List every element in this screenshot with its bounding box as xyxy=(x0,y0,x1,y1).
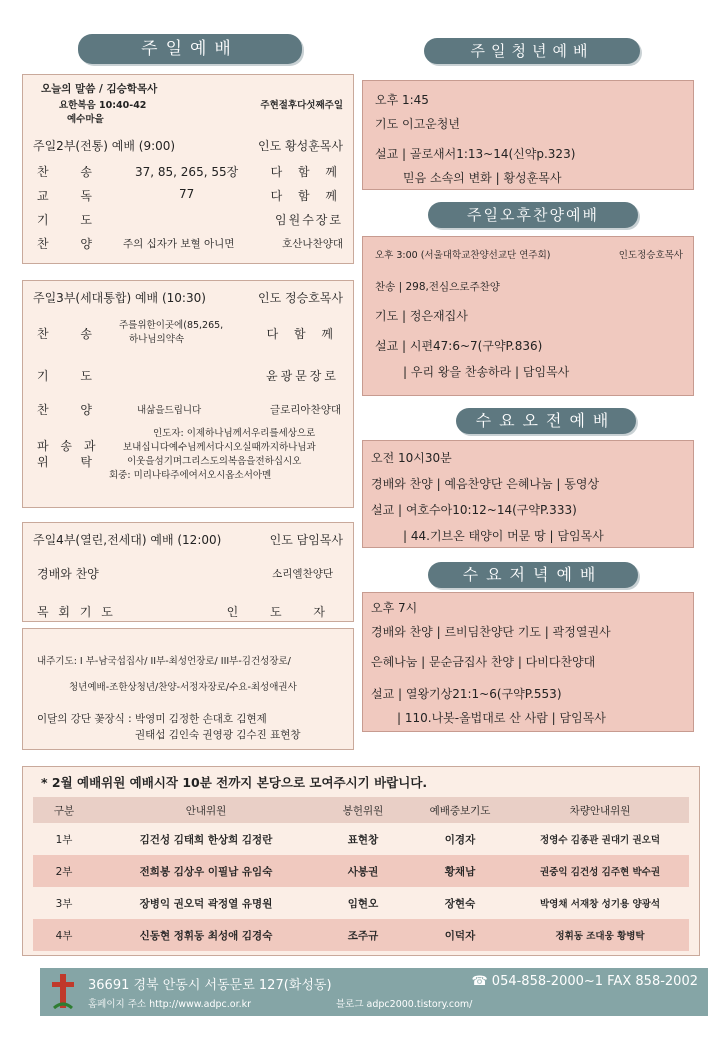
service3-hymn-content: 주를위한이곳에(85,265, xyxy=(119,320,224,331)
table-cell: 김건성 김태희 한상희 김정란 xyxy=(95,823,317,855)
service3-prayer-who: 윤광문장로 xyxy=(266,369,339,383)
column-header: 안내위원 xyxy=(95,797,317,823)
table-cell: 이경자 xyxy=(409,823,511,855)
service4-pray-label: 목 회 기 도 xyxy=(37,605,116,619)
footer-bar xyxy=(40,968,708,1016)
table-cell: 3부 xyxy=(33,887,95,919)
prayer-schedule: 청년예배-조한상청년/찬양-서정자장로/수요-최성애권사 xyxy=(69,682,297,693)
service3-prayer-label: 기 도 xyxy=(37,369,106,383)
service3-send-label: 파 송 과 xyxy=(37,439,100,453)
service4-worship-label: 경배와 찬양 xyxy=(37,567,99,581)
flower-decoration: 권태섭 김인숙 권영광 김수진 표현창 xyxy=(135,729,301,741)
service3-send-text: 이웃을섬기며그리스도의복음을전하십시오 xyxy=(127,456,302,467)
prayer-schedule: 내주기도: I 부-남국섭집사/ II부-최성언장로/ III부-김건성장로/ xyxy=(37,656,291,667)
column-header: 봉헌위원 xyxy=(317,797,409,823)
service3-send-text: 보내십니다예수님께서다시오실때까지하나님과 xyxy=(123,442,316,453)
service3-lead: 인도 정승호목사 xyxy=(258,291,343,305)
afternoon-lead: 인도정승호목사 xyxy=(618,250,683,261)
wed-morning-time: 오전 10시30분 xyxy=(371,451,452,465)
wed-evening-row: 경배와 찬양 | 르비딤찬양단 기도 | 곽정열권사 xyxy=(371,625,611,639)
committee-table xyxy=(33,797,689,951)
service2-row-content: 77 xyxy=(179,187,195,201)
table-cell: 정휘동 조대웅 황병탁 xyxy=(511,919,689,951)
afternoon-prayer: 기도 | 정은재집사 xyxy=(375,309,468,323)
church-phone: ☎ 054-858-2000~1 FAX 858-2002 xyxy=(471,974,698,989)
blog-link[interactable]: 블로그 adpc2000.tistory.com/ xyxy=(336,999,473,1010)
header-main-worship: 주일예배 xyxy=(78,34,302,64)
table-cell: 4부 xyxy=(33,919,95,951)
table-cell: 2부 xyxy=(33,855,95,887)
service2-row-who: 호산나찬양대 xyxy=(282,238,343,250)
church-address: 36691 경북 안동시 서동문로 127(화성동) xyxy=(88,978,332,993)
wed-evening-row: 은혜나눔 | 문순금집사 찬양 | 다비다찬양대 xyxy=(371,655,596,669)
table-cell: 권중익 김건성 김주현 박수권 xyxy=(511,855,689,887)
service3-hymn-who: 다 함 께 xyxy=(266,327,339,341)
table-cell: 장현숙 xyxy=(409,887,511,919)
service4-pray-who: 인 도 자 xyxy=(226,605,339,619)
table-row xyxy=(33,823,689,855)
sermon-title-line: 오늘의 말씀 / 김승학목사 xyxy=(41,83,158,95)
committee-box xyxy=(22,766,700,956)
sermon-subject: 예수마을 xyxy=(67,114,104,125)
sermon-service2-box xyxy=(22,74,354,264)
service2-row-label: 교 독 xyxy=(37,189,106,203)
header-wed-evening: 수요저녁예배 xyxy=(428,562,638,588)
youth-prayer: 기도 이고운청년 xyxy=(375,117,460,131)
service2-row-who: 다 함 께 xyxy=(270,189,343,203)
header-youth-worship: 주일청년예배 xyxy=(424,38,640,64)
table-cell: 사봉권 xyxy=(317,855,409,887)
sunday-name: 주현절후다섯째주일 xyxy=(260,100,343,111)
service3-choir-who: 글로리아찬양대 xyxy=(269,404,341,416)
table-cell: 표현창 xyxy=(317,823,409,855)
wed-evening-sermon: 설교 | 열왕기상21:1~6(구약P.553) xyxy=(371,687,562,701)
service2-row-label: 찬 양 xyxy=(37,237,106,251)
service3-head: 주일3부(세대통합) 예배 (10:30) xyxy=(33,291,206,305)
afternoon-sermon-title: | 우리 왕을 찬송하라 | 담임목사 xyxy=(403,365,570,379)
service4-lead: 인도 담임목사 xyxy=(269,533,343,547)
youth-sermon: 설교 | 골로새서1:13~14(신약p.323) xyxy=(375,147,576,161)
table-row xyxy=(33,919,689,951)
wed-morning-box xyxy=(362,440,694,548)
service3-send-label: 위 탁 xyxy=(37,455,106,469)
table-cell: 장병익 권오덕 곽정열 유명원 xyxy=(95,887,317,919)
table-cell: 박영채 서재창 성기용 양광석 xyxy=(511,887,689,919)
afternoon-hymn: 찬송 | 298,전심으로주찬양 xyxy=(375,281,500,293)
service4-box xyxy=(22,522,354,622)
table-cell: 신동현 정휘동 최성애 김경숙 xyxy=(95,919,317,951)
wed-evening-time: 오후 7시 xyxy=(371,601,418,615)
column-header: 차량안내위원 xyxy=(511,797,689,823)
wed-morning-sermon: 설교 | 여호수아10:12~14(구약P.333) xyxy=(371,503,577,517)
service3-choir-label: 찬 양 xyxy=(37,403,106,417)
homepage-link[interactable]: 홈페이지 주소 http://www.adpc.or.kr xyxy=(88,999,252,1010)
wed-evening-box xyxy=(362,592,694,732)
sermon-scripture: 요한복음 10:40-42 xyxy=(59,100,147,111)
service4-worship-who: 소리엘찬양단 xyxy=(272,568,333,580)
header-afternoon-worship: 주일오후찬양예배 xyxy=(428,202,638,228)
notices-box xyxy=(22,628,354,750)
afternoon-box xyxy=(362,236,694,396)
youth-box xyxy=(362,80,694,190)
table-cell: 이덕자 xyxy=(409,919,511,951)
table-cell: 임현오 xyxy=(317,887,409,919)
service3-send-text: 인도자: 이제하나님께서우리를세상으로 xyxy=(153,428,316,439)
youth-sermon-title: 믿음 소속의 변화 | 황성훈목사 xyxy=(403,171,562,185)
table-cell: 정영수 김종관 권대기 권오덕 xyxy=(511,823,689,855)
table-header-row xyxy=(33,797,689,823)
table-cell: 1부 xyxy=(33,823,95,855)
service3-send-text: 회중: 미리나타주에여서오시옵소서아멘 xyxy=(109,470,272,481)
committee-title: * 2월 예배위원 예배시작 10분 전까지 본당으로 모여주시기 바랍니다. xyxy=(41,775,428,790)
column-header: 예배중보기도 xyxy=(409,797,511,823)
service2-row-label: 찬 송 xyxy=(37,165,106,179)
service4-head: 주일4부(열린,전세대) 예배 (12:00) xyxy=(33,533,222,547)
table-row xyxy=(33,855,689,887)
flower-decoration: 이달의 강단 꽃장식 : 박영미 김정한 손대호 김현제 xyxy=(37,713,267,725)
service3-choir-content: 내삶을드립니다 xyxy=(137,405,202,416)
service2-lead: 인도 황성훈목사 xyxy=(258,139,343,153)
table-cell: 조주규 xyxy=(317,919,409,951)
table-cell: 황채남 xyxy=(409,855,511,887)
wed-morning-row: 경배와 찬양 | 예음찬양단 은혜나눔 | 동영상 xyxy=(371,477,600,491)
afternoon-time: 오후 3:00 (서울대학교찬양선교단 연주회) xyxy=(375,250,551,261)
header-wed-morning: 수요오전예배 xyxy=(456,408,636,434)
service2-row-content: 37, 85, 265, 55장 xyxy=(135,165,239,179)
table-row xyxy=(33,887,689,919)
service2-row-who: 다 함 께 xyxy=(270,165,343,179)
service2-row-content: 주의 십자가 보혈 아니면 xyxy=(123,238,235,250)
service3-hymn-label: 찬 송 xyxy=(37,327,106,341)
afternoon-sermon: 설교 | 시편47:6~7(구약P.836) xyxy=(375,339,543,353)
wed-evening-sermon-title: | 110.나봇-올법대로 산 사람 | 담임목사 xyxy=(397,711,606,725)
service2-row-who: 임원수장로 xyxy=(275,213,343,227)
table-cell: 전희봉 김상우 이필남 유임숙 xyxy=(95,855,317,887)
service2-row-label: 기 도 xyxy=(37,213,106,227)
service3-hymn-content: 하나님의약속 xyxy=(129,334,185,345)
service3-box xyxy=(22,280,354,508)
wed-morning-sermon-title: | 44.기브온 태양이 머문 땅 | 담임목사 xyxy=(403,529,604,543)
column-header: 구분 xyxy=(33,797,95,823)
youth-time: 오후 1:45 xyxy=(375,93,429,107)
church-cross-icon xyxy=(50,972,76,1012)
service2-head: 주일2부(전통) 예배 (9:00) xyxy=(33,139,176,153)
